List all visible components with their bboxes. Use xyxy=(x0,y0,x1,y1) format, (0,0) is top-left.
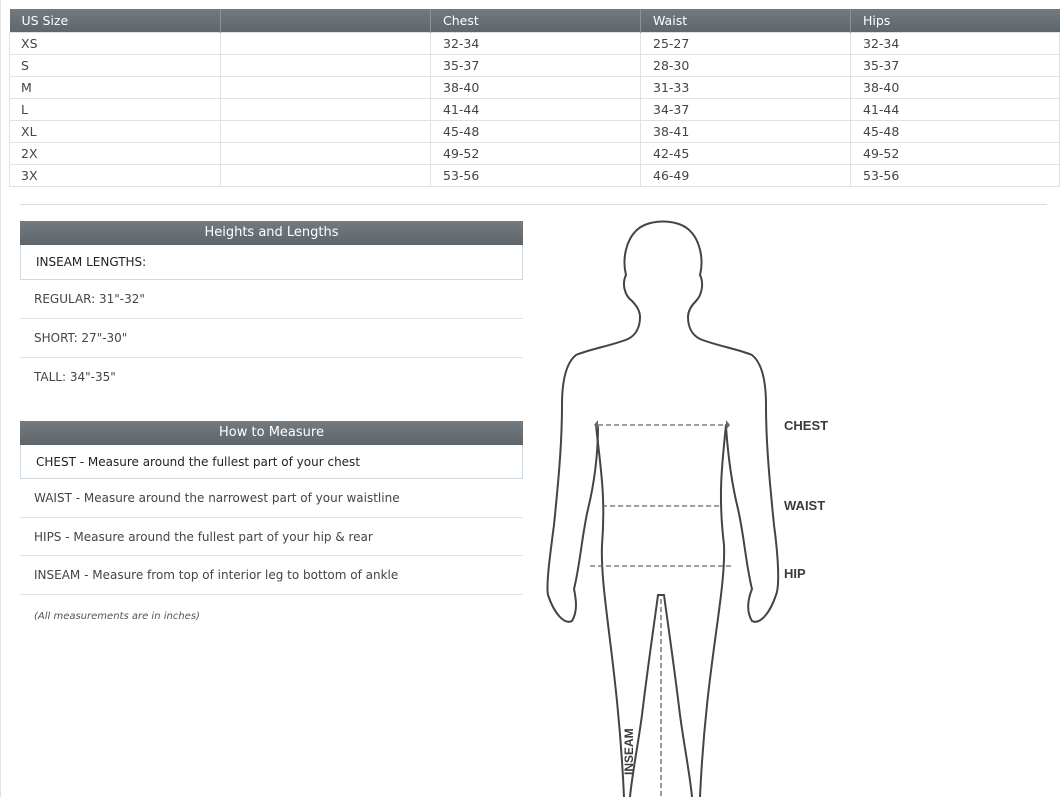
blank-cell xyxy=(221,99,431,121)
table-row xyxy=(10,77,1060,99)
blank-cell xyxy=(221,165,431,187)
measure-inseam: INSEAM - Measure from top of interior leg to bottom of ankle xyxy=(20,556,523,595)
size-cell: M xyxy=(10,77,221,99)
measurement-note: (All measurements are in inches) xyxy=(34,611,200,622)
table-row xyxy=(10,143,1060,165)
how-to-measure-header: How to Measure xyxy=(20,421,523,445)
chest-cell: 41-44 xyxy=(431,99,641,121)
header-us-size: US Size xyxy=(10,9,221,33)
size-cell: 2X xyxy=(10,143,221,165)
blank-cell xyxy=(221,33,431,55)
heights-lengths-header: Heights and Lengths xyxy=(20,221,523,245)
waist-cell: 31-33 xyxy=(641,77,851,99)
header-waist: Waist xyxy=(641,9,851,33)
hips-cell: 32-34 xyxy=(851,33,1060,55)
body-measurement-figure xyxy=(540,215,840,797)
blank-cell xyxy=(221,121,431,143)
size-chart-table xyxy=(9,9,1060,187)
table-row xyxy=(10,99,1060,121)
inseam-regular: REGULAR: 31"-32" xyxy=(20,280,523,319)
measure-hips: HIPS - Measure around the fullest part of your hip & rear xyxy=(20,518,523,557)
size-cell: L xyxy=(10,99,221,121)
body-outline xyxy=(553,221,776,797)
chest-cell: 45-48 xyxy=(431,121,641,143)
inseam-short: SHORT: 27"-30" xyxy=(20,319,523,358)
chest-cell: 53-56 xyxy=(431,165,641,187)
hip-label: HIP xyxy=(784,566,806,581)
table-row xyxy=(10,165,1060,187)
table-row xyxy=(10,55,1060,77)
table-row xyxy=(10,121,1060,143)
waist-cell: 25-27 xyxy=(641,33,851,55)
blank-cell xyxy=(221,143,431,165)
inseam-tall: TALL: 34"-35" xyxy=(34,370,116,384)
size-cell: XL xyxy=(10,121,221,143)
table-row xyxy=(10,33,1060,55)
size-cell: 3X xyxy=(10,165,221,187)
chest-label: CHEST xyxy=(784,418,829,433)
measure-waist: WAIST - Measure around the narrowest part of your waistline xyxy=(20,479,523,518)
inseam-lengths-label: INSEAM LENGTHS: xyxy=(20,245,523,280)
header-chest: Chest xyxy=(431,9,641,33)
page-left-edge xyxy=(0,0,1,797)
hips-cell: 41-44 xyxy=(851,99,1060,121)
how-to-measure-panel xyxy=(20,421,523,595)
size-cell: S xyxy=(10,55,221,77)
waist-cell: 42-45 xyxy=(641,143,851,165)
chest-cell: 32-34 xyxy=(431,33,641,55)
hips-cell: 38-40 xyxy=(851,77,1060,99)
measure-chest: CHEST - Measure around the fullest part of your chest xyxy=(20,445,523,479)
header-blank xyxy=(221,9,431,33)
hips-cell: 35-37 xyxy=(851,55,1060,77)
hips-cell: 45-48 xyxy=(851,121,1060,143)
waist-cell: 28-30 xyxy=(641,55,851,77)
table-header-row xyxy=(10,9,1060,33)
waist-cell: 34-37 xyxy=(641,99,851,121)
chest-cell: 49-52 xyxy=(431,143,641,165)
blank-cell xyxy=(221,77,431,99)
waist-label: WAIST xyxy=(784,498,826,513)
heights-lengths-panel xyxy=(20,221,523,397)
waist-cell: 38-41 xyxy=(641,121,851,143)
section-divider xyxy=(20,204,1047,205)
blank-cell xyxy=(221,55,431,77)
size-cell: XS xyxy=(10,33,221,55)
waist-cell: 46-49 xyxy=(641,165,851,187)
hips-cell: 49-52 xyxy=(851,143,1060,165)
chest-cell: 38-40 xyxy=(431,77,641,99)
inseam-label: INSEAM xyxy=(622,728,636,775)
header-hips: Hips xyxy=(851,9,1060,33)
hips-cell: 53-56 xyxy=(851,165,1060,187)
chest-cell: 35-37 xyxy=(431,55,641,77)
